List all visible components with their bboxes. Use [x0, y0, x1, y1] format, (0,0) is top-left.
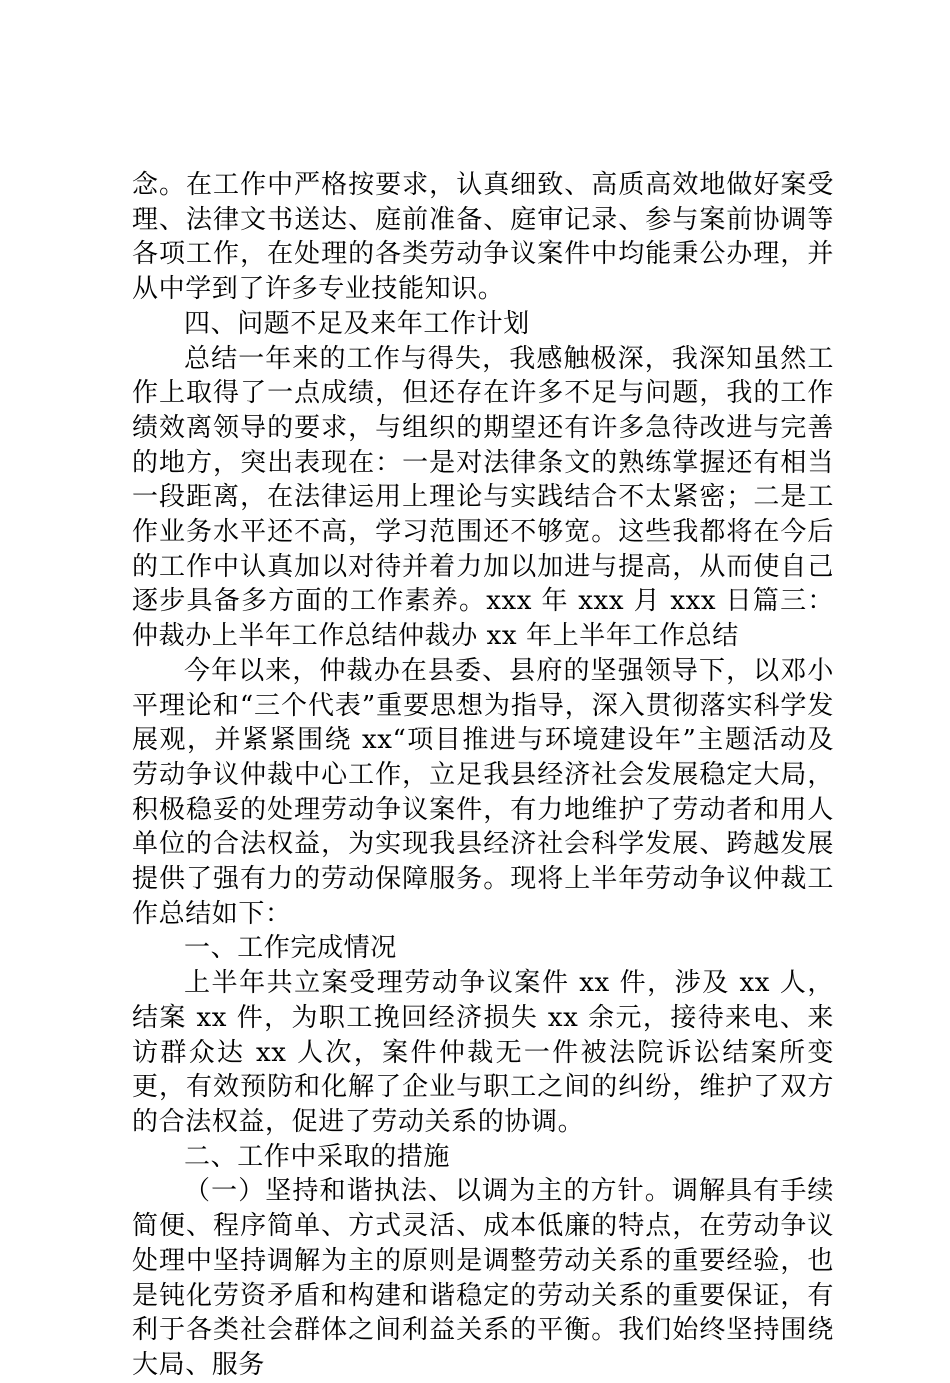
document-body: [132, 168, 834, 1383]
section-heading-measures: 二、工作中采取的措施: [184, 1141, 451, 1172]
paragraph-annual-summary: 总结一年来的工作与得失，我感触极深，我深知虽然工作上取得了一点成绩，但还存在许多不足与问题，我的工作绩效离领导的要求，与组织的期望还有许多急待改进与完善的地方，突出表现在：一是对法律条文的熟练掌握还有相当一段距离，在法律运用上理论与实践结合不太紧密；二是工作业务水平还不高，学习范围还不够宽。这些我都将在今后的工作中认真加以对待并着力加以加进与提高，从而使自己逐步具备多方面的工作素养。xxx 年 xxx 月 xxx 日篇三：仲裁办上半年工作总结仲裁办 xx 年上半年工作总结: [132, 343, 834, 652]
paragraph-arbitration-intro: 今年以来，仲裁办在县委、县府的坚强领导下，以邓小平理论和“三个代表”重要思想为指导，深入贯彻落实科学发展观，并紧紧围绕 xx“项目推进与环境建设年”主题活动及劳动争议仲裁中心工作，立足我县经济社会发展稳定大局，积极稳妥的处理劳动争议案件，有力地维护了劳动者和用人单位的合法权益，为实现我县经济社会科学发展、跨越发展提供了强有力的劳动保障服务。现将上半年劳动争议仲裁工作总结如下：: [132, 655, 834, 929]
paragraph-case-statistics: 上半年共立案受理劳动争议案件 xx 件，涉及 xx 人，结案 xx 件，为职工挽回经济损失 xx 余元，接待来电、来访群众达 xx 人次，案件仲裁无一件被法院诉讼结案所变更，有效预防和化解了企业与职工之间的纠纷，维护了双方的合法权益，促进了劳动关系的协调。: [132, 968, 834, 1137]
paragraph-continuation: 念。在工作中严格按要求，认真细致、高质高效地做好案受理、法律文书送达、庭前准备、庭审记录、参与案前协调等各项工作，在处理的各类劳动争议案件中均能秉公办理，并从中学到了许多专业技能知识。: [132, 170, 834, 305]
paragraph-mediation-policy: （一）坚持和谐执法、以调为主的方针。调解具有手续简便、程序简单、方式灵活、成本低廉的特点，在劳动争议处理中坚持调解为主的原则是调整劳动关系的重要经验，也是钝化劳资矛盾和构建和谐稳定的劳动关系的重要保证，有利于各类社会群体之间利益关系的平衡。我们始终坚持围绕大局、服务: [132, 1176, 834, 1380]
section-heading-work-completion: 一、工作完成情况: [184, 933, 397, 964]
section-heading-problems-and-plan: 四、问题不足及来年工作计划: [184, 308, 530, 339]
